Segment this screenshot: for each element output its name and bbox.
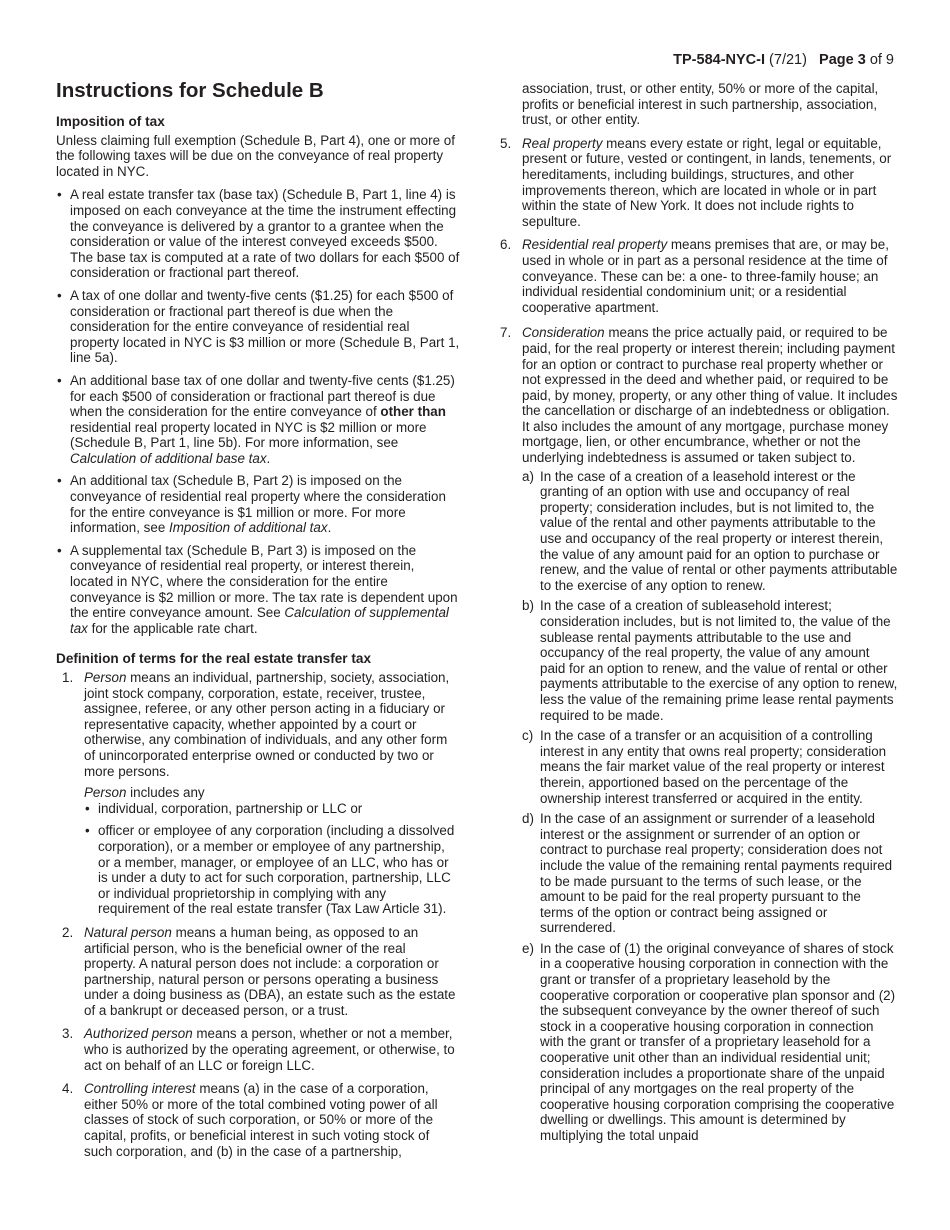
imposition-list: [56, 187, 460, 636]
list-item: • An additional tax (Schedule B, Part 2) is imposed on the conveyance of residential real property where the consideration for the entire conveyance is $1 million or more. For more information, see Imposition of additional tax.: [56, 473, 460, 535]
definitions-heading: Definition of terms for the real estate transfer tax: [56, 651, 371, 667]
sub-item: c) In the case of a transfer or an acquisition of a controlling interest in any entity that owns real property; consideration means the fair market value of the real property or interest therein, apportioned based on the percentage of the ownership interest transferred or acquired in the entity.: [522, 728, 887, 806]
list-item: • An additional base tax of one dollar and twenty-five cents ($1.25) for each $500 of consideration or fractional part thereof is due when the consideration for the entire conveyance of other than residential real property located in NYC is $2 million or more (Schedule B, Part 1, line 5b). For more information, see Calculation of additional base tax.: [56, 373, 460, 467]
sub-item: b) In the case of a creation of subleasehold interest; consideration includes, but is not limited to, the value of the sublease rental payments attributable to the use and occupancy of the real property, the value of any amount paid for an option to renew, and the value of rental or other payments attributable to the exercise of any option to renew, less the value of the remaining prime lease rental payments required to be made.: [522, 598, 898, 723]
definition-item: 7. Consideration means the price actually paid, or required to be paid, for the real property or interest therein; including payment for an option or contract to purchase real property whether or not expressed in the deed and whether paid, or required to be paid, by money, property, or any other thing of value. It includes the cancellation or discharge of an indebtedness or obligation. It also includes the amount of any mortgage, purchase money mortgage, lien, or other encumbrance, whether or not the underlying indebtedness is assumed or taken subject to. a) In the case of a creation of a leasehold interest or the granting of an option with use and occupancy of real property; consideration includes, but is not limited to, the value of the rental and other payments attributable to the use and occupancy of the real property or interest therein, the value of any amount paid for an option to purchase or renew, and the value of rental or other payments attributable to the exercise of any option to renew. b) In the case of a creation of subleasehold interest; consideration includes, but is not limited to, the value of the sublease rental payments attributable to the use and occupancy of the real property, the value of any amount paid for an option to renew, and the value of rental or other payments attributable to the exercise of any option to renew, less the value of the remaining prime lease rental payments required to be made. c) In the case of a transfer or an acquisition of a controlling interest in any entity that owns real property; consideration means the fair market value of the real property or interest therein, apportioned based on the percentage of the ownership interest transferred or acquired in the entity. d) In the case of an assignment or surrender of a leasehold interest or the assignment or surrender of an option or contract to purchase real property; consideration does not include the value of the remaining rental payments required to be made pursuant to the terms of such lease, or the amount to be paid for the real property pursuant to the terms of the option or contract being assigned or surrendered. e) In the case of (1) the original conveyance of shares of stock in a cooperative housing corporation in connection with the grant or transfer of a proprietary leasehold by the cooperative corporation or cooperative plan sponsor and (2) the subsequent conveyance by the owner thereof of such stock in a cooperative housing corporation in connection with the grant or transfer of a proprietary leasehold for a cooperative unit other than an individual residential unit; consideration includes a proportionate share of the unpaid principal of any mortgages on the real property of the cooperative housing corporation comprising the cooperative dwelling or dwellings. This amount is determined by multiplying the total unpaid: [500, 325, 898, 1143]
person-includes-list: [84, 801, 460, 917]
left-column: [56, 80, 460, 1167]
page-header: [673, 52, 894, 68]
sub-item: a) In the case of a creation of a leasehold interest or the granting of an option with use and occupancy of real property; consideration includes, but is not limited to, the value of the rental and other payments attributable to the use and occupancy of the real property or interest therein, the value of any amount paid for an option to purchase or renew, and the value of rental or other payments attributable to the exercise of any option to renew.: [522, 468, 898, 593]
right-column: [500, 81, 898, 1152]
imposition-heading: Imposition of tax: [56, 114, 165, 129]
definition-item: 4. Controlling interest means (a) in the case of a corporation, either 50% or more of the total combined voting power of all classes of stock of such corporation, or 50% or more of the capital, profits, or beneficial interest in such voting stock of such corporation, and (b) in the case of a partnership,: [62, 1081, 438, 1159]
definition-item: 1. Person means an individual, partnership, society, association, joint stock company, corporation, estate, receiver, trustee, assignee, referee, or any other person acting in a fiduciary or representative capacity, whether appointed by a court or otherwise, any combination of individuals, and any other form of unincorporated enterprise owned or conducted by two or more persons. Person includes any • individual, corporation, partnership or LLC or • officer or employee of any corporation (including a dissolved corporation), or a member or employee of any partnership, or a member, manager, or employee of an LLC, who has or is under a duty to act for such corporation, partnership, LLC or individual proprietorship in complying with any requirement of the real estate transfer (Tax Law Article 31).: [56, 670, 460, 917]
list-item: • individual, corporation, partnership or LLC or: [84, 801, 460, 817]
form-date: (7/21): [769, 52, 807, 68]
list-item: • A supplemental tax (Schedule B, Part 3) is imposed on the conveyance of residential real property, or interest therein, located in NYC, where the consideration for the entire conveyance is $2 million or more. The tax rate is dependent upon the entire conveyance amount. See Calculation of supplemental tax for the applicable rate chart.: [56, 543, 460, 637]
sub-item: e) In the case of (1) the original conveyance of shares of stock in a cooperative housing corporation in connection with the grant or transfer of a proprietary leasehold by the cooperative corporation or cooperative plan sponsor and (2) the subsequent conveyance by the owner thereof of such stock in a cooperative housing corporation in connection with the grant or transfer of a proprietary leasehold for a cooperative unit other than an individual residential unit; consideration includes a proportionate share of the unpaid principal of any mortgages on the real property of the cooperative housing corporation comprising the cooperative dwelling or dwellings. This amount is determined by multiplying the total unpaid: [522, 940, 896, 1143]
imposition-intro: Unless claiming full exemption (Schedule B, Part 4), one or more of the following taxes will be due on the conveyance of real property located in NYC.: [56, 132, 455, 179]
page-label: Page 3: [819, 52, 866, 68]
page-title: Instructions for Schedule B: [56, 79, 324, 102]
sub-item: d) In the case of an assignment or surrender of a leasehold interest or the assignment or surrender of an option or contract to purchase real property; consideration does not include the value of the remaining rental payments required to be made pursuant to the terms of such lease, or the amount to be paid for the real property pursuant to the terms of the option or contract being assigned or surrendered.: [522, 811, 893, 936]
continuation-text: association, trust, or other entity, 50% or more of the capital, profits or beneficial interest in such partnership, association, trust, or other entity.: [522, 81, 879, 128]
list-item: • A real estate transfer tax (base tax) (Schedule B, Part 1, line 4) is imposed on each conveyance at the time the instrument effecting the conveyance is delivered by a grantor to a grantee when the consideration or value of the interest conveyed exceeds $500. The base tax is computed at a rate of two dollars for each $500 of consideration or fractional part thereof.: [56, 187, 460, 281]
definition-item: 3. Authorized person means a person, whether or not a member, who is authorized by the operating agreement, or otherwise, to act on behalf of an LLC or foreign LLC.: [62, 1026, 455, 1073]
definition-item: 5. Real property means every estate or right, legal or equitable, present or future, vested or contingent, in lands, tenements, or hereditaments, including buildings, structures, and other improvements thereon, which are located in whole or in part within the state of New York. It does not include rights to sepulture.: [500, 135, 892, 229]
list-item: • A tax of one dollar and twenty-five cents ($1.25) for each $500 of consideration or fractional part thereof is due when the consideration for the entire conveyance of residential real property located in NYC is $3 million or more (Schedule B, Part 1, line 5a).: [56, 288, 460, 366]
definition-item: 6. Residential real property means premises that are, or may be, used in whole or in part as a personal residence at the time of conveyance. These can be: a one- to three-family house; an individual residential condominium unit; or a residential cooperative apartment.: [500, 237, 889, 315]
form-id: TP-584-NYC-I: [673, 52, 766, 68]
definition-item: 2. Natural person means a human being, as opposed to an artificial person, who is the beneficial owner of the real property. A natural person does not include: a corporation or partnership, natural person or persons operating a business under a doing business as (DBA), an estate such as the estate of a bankrupt or deceased person, or a trust.: [62, 924, 456, 1018]
list-item: • officer or employee of any corporation (including a dissolved corporation), or a member or employee of any partnership, or a member, manager, or employee of an LLC, who has or is under a duty to act for such corporation, partnership, LLC or individual proprietorship in complying with any requirement of the real estate transfer (Tax Law Article 31).: [84, 823, 460, 917]
page-of: of 9: [869, 52, 894, 68]
